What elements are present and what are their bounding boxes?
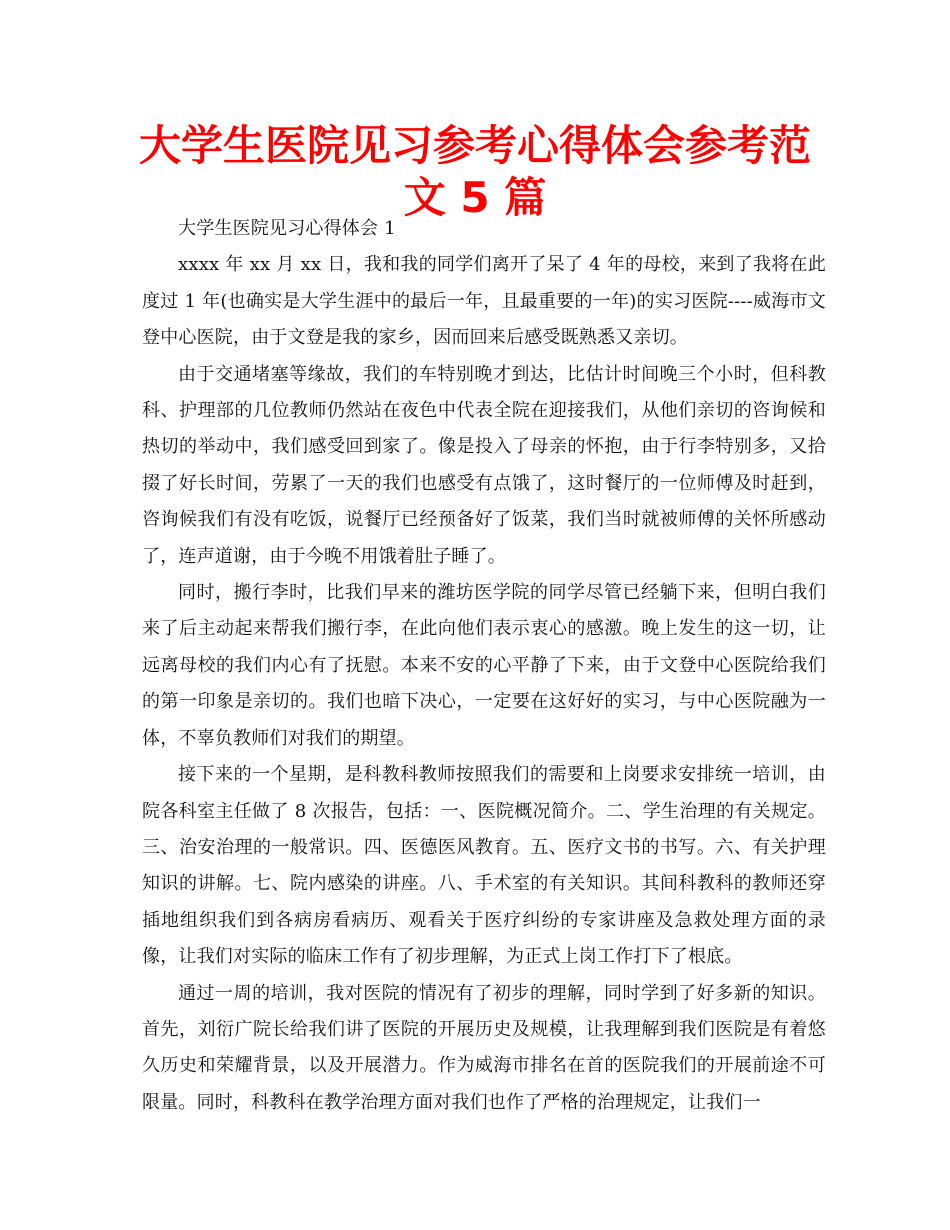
paragraph: 同时，搬行李时，比我们早来的潍坊医学院的同学尽管已经躺下来，但明白我们来了后主动起来帮我们搬行李，在此向他们表示衷心的感激。晚上发生的这一切，让远离母校的我们内心有了抚慰。本来不安的心平静了下来，由于文登中心医院给我们的第一印象是亲切的。我们也暗下决心，一定要在这好好的实习，与中心医院融为一体，不辜负教师们对我们的期望。: [142, 582, 826, 749]
document-body: [142, 211, 826, 1121]
paragraph: 由于交通堵塞等缘故，我们的车特别晚才到达，比估计时间晚三个小时，但科教科、护理部的几位教师仍然站在夜色中代表全院在迎接我们，从他们亲切的咨询候和热切的举动中，我们感受回到家了。像是投入了母亲的怀抱，由于行李特别多，又拾掇了好长时间，劳累了一天的我们也感受有点饿了，这时餐厅的一位师傅及时赶到，咨询候我们有没有吃饭，说餐厅已经预备好了饭菜，我们当时就被师傅的关怀所感动了，连声道谢，由于今晚不用饿着肚子睡了。: [142, 363, 826, 567]
paragraph: xxxx 年 xx 月 xx 日，我和我的同学们离开了呆了 4 年的母校，来到了我将在此度过 1 年(也确实是大学生涯中的最后一年，且最重要的一年)的实习医院----威海市文登中心医院，由于文登是我的家乡，因而回来后感受既熟悉又亲切。: [142, 254, 826, 349]
paragraph: 接下来的一个星期，是科教科教师按照我们的需要和上岗要求安排统一培训，由院各科室主任做了 8 次报告，包括：一、医院概况简介。二、学生治理的有关规定。三、治安治理的一般常识。四、医德医风教育。五、医疗文书的书写。六、有关护理知识的讲解。七、院内感染的讲座。八、手术室的有关知识。其间科教科的教师还穿插地组织我们到各病房看病历、观看关于医疗纠纷的专家讲座及急救处理方面的录像，让我们对实际的临床工作有了初步理解，为正式上岗工作打下了根底。: [142, 764, 826, 968]
section-heading: 大学生医院见习心得体会 1: [178, 218, 396, 239]
document-title: 大学生医院见习参考心得体会参考范文 5 篇: [138, 121, 811, 222]
paragraph: 通过一周的培训，我对医院的情况有了初步的理解，同时学到了好多新的知识。首先，刘衍广院长给我们讲了医院的开展历史及规模，让我理解到我们医院是有着悠久历史和荣耀背景，以及开展潜力。作为威海市排名在首的医院我们的开展前途不可限量。同时，科教科在教学治理方面对我们也作了严格的治理规定，让我们一: [142, 982, 826, 1113]
